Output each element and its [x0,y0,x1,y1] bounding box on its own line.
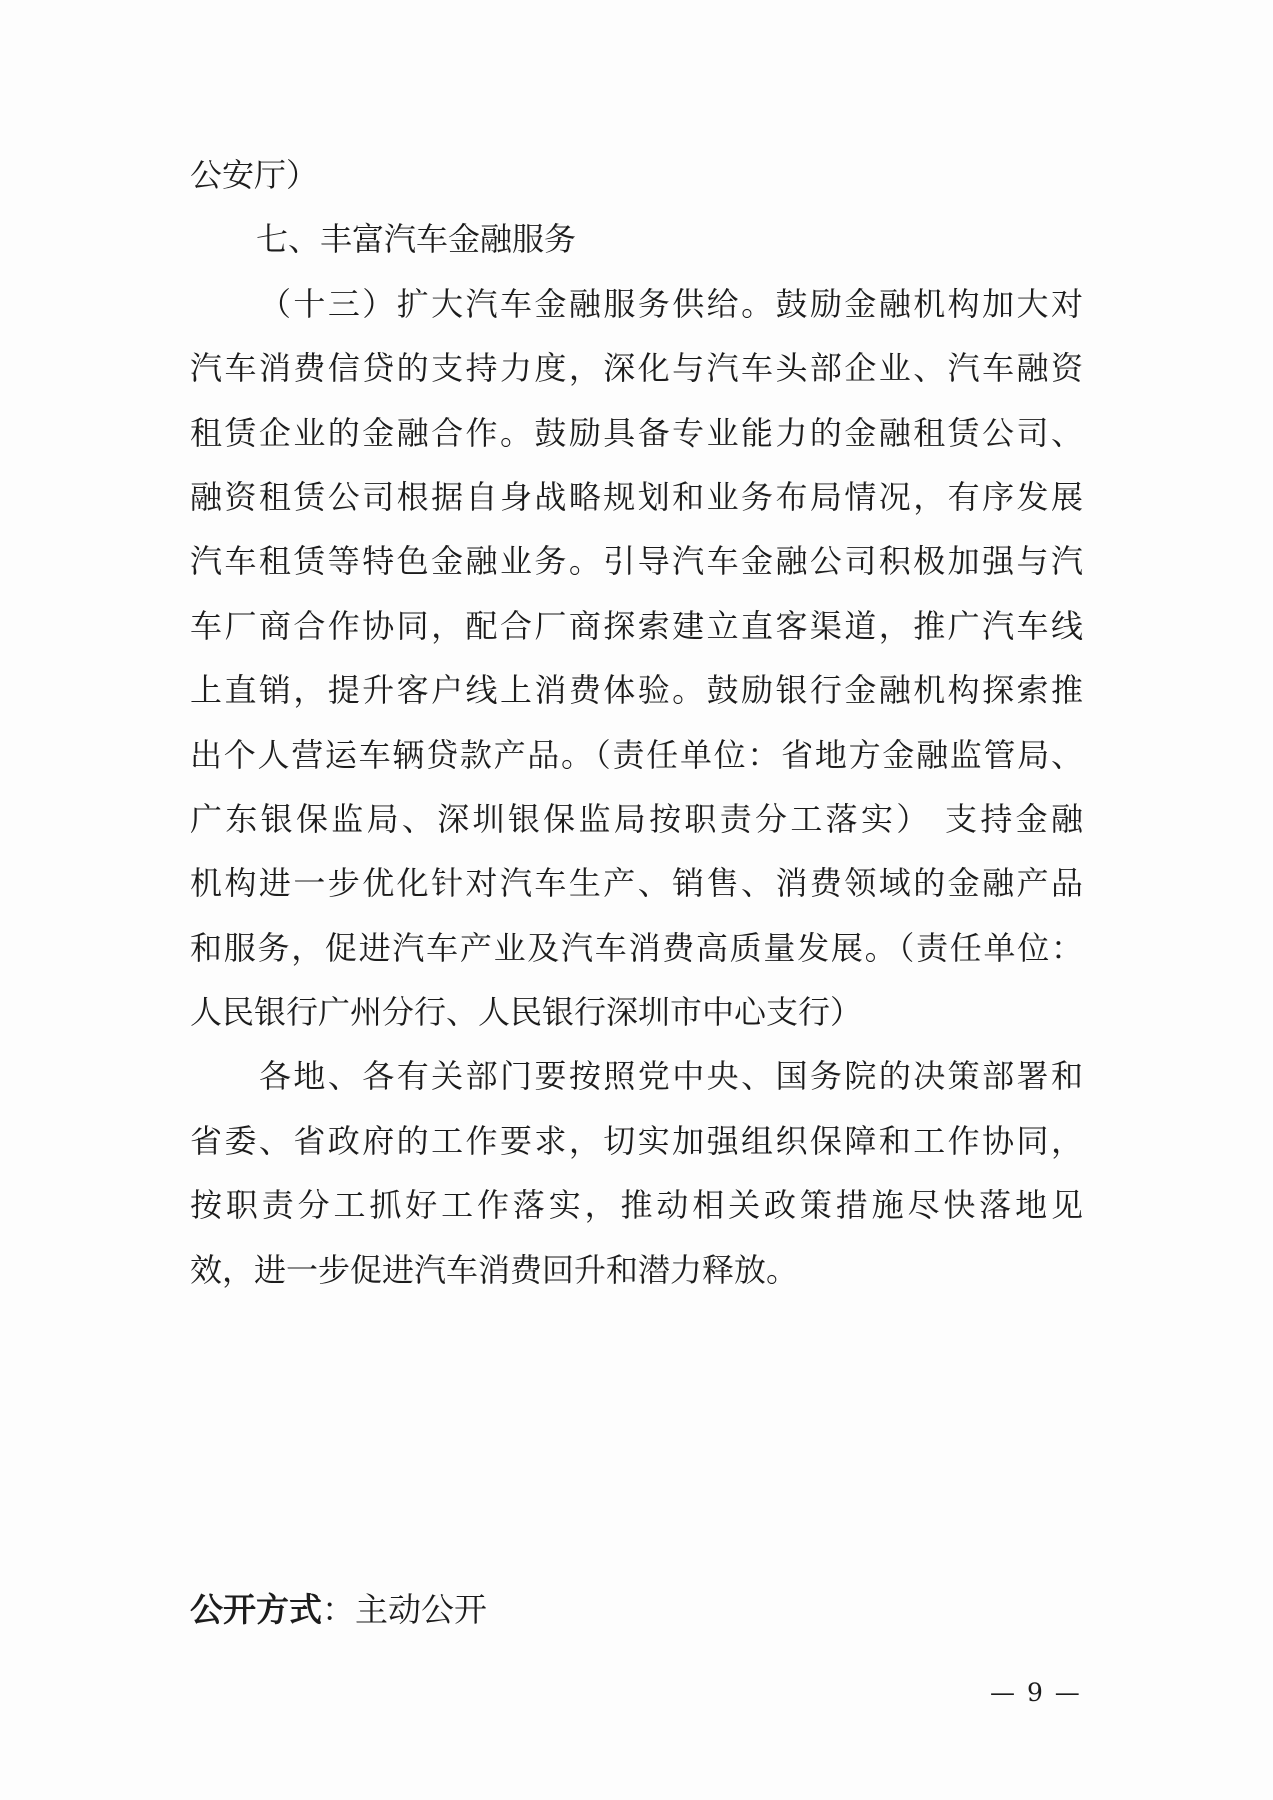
paragraph-line: 人民银行广州分行、人民银行深圳市中心支行） [190,993,863,1032]
document-body [190,143,1083,1302]
paragraph-line: 出个人营运车辆贷款产品。（责任单位：省地方金融监管局、 [190,735,1083,774]
paragraph-line: 效，进一步促进汽车消费回升和潜力释放。 [190,1250,799,1289]
paragraph-line: 按职责分工抓好工作落实，推动相关政策措施尽快落地见 [190,1186,1083,1225]
paragraph-line: 上直销，提升客户线上消费体验。鼓励银行金融机构探索推 [190,671,1083,710]
paragraph-line: 车厂商合作协同，配合厂商探索建立直客渠道，推广汽车线 [190,606,1083,645]
paragraph-line: 和服务，促进汽车产业及汽车消费高质量发展。（责任单位： [190,928,1083,967]
paragraph-13 [190,272,1083,1045]
paragraph-line: 各地、各有关部门要按照党中央、国务院的决策部署和 [259,1057,1083,1096]
paragraph-line: 机构进一步优化针对汽车生产、销售、消费领域的金融产品 [190,864,1083,903]
continuation-line: 公安厅） [190,156,319,194]
disclosure-separator: ： [322,1590,355,1629]
section-heading: 七、丰富汽车金融服务 [256,220,577,259]
disclosure-value: 主动公开 [355,1590,487,1629]
paragraph-line: （十三）扩大汽车金融服务供给。鼓励金融机构加大对 [259,284,1083,323]
disclosure-method [190,1584,487,1636]
paragraph-line: 汽车租赁等特色金融业务。引导汽车金融公司积极加强与汽 [190,542,1083,581]
paragraph-line: 租赁企业的金融合作。鼓励具备专业能力的金融租赁公司、 [190,413,1083,452]
paragraph-line: 广东银保监局、深圳银保监局按职责分工落实） 支持金融 [190,799,1083,838]
closing-paragraph [190,1044,1083,1302]
page-number: — 9 — [990,1678,1082,1707]
disclosure-label: 公开方式 [190,1590,322,1629]
paragraph-line: 省委、省政府的工作要求，切实加强组织保障和工作协同， [190,1121,1083,1160]
paragraph-line: 汽车消费信贷的支持力度，深化与汽车头部企业、汽车融资 [190,349,1083,388]
paragraph-line: 融资租赁公司根据自身战略规划和业务布局情况，有序发展 [190,477,1083,516]
